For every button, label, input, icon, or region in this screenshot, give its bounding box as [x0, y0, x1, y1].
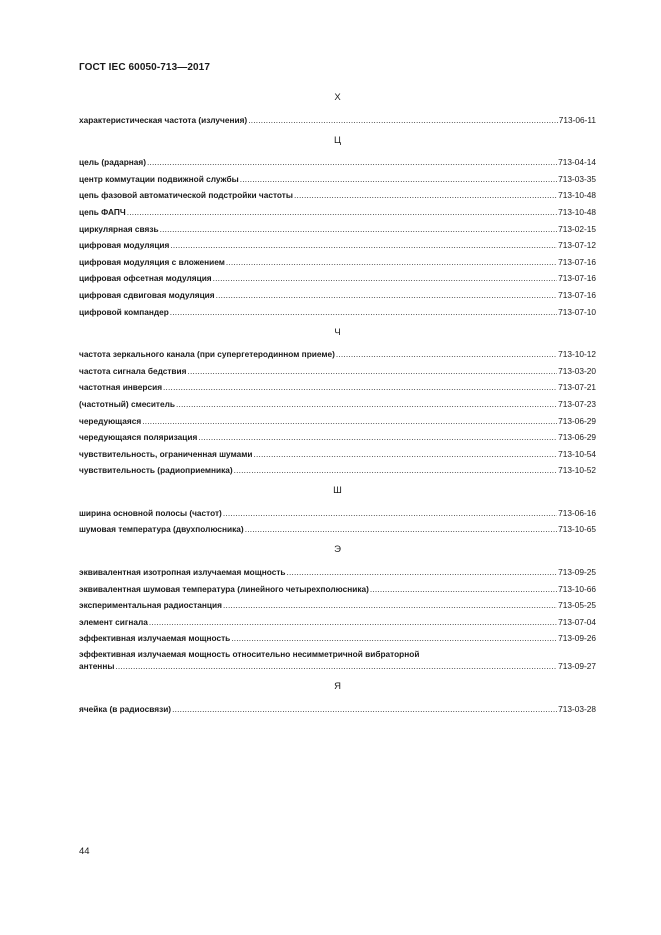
section-letter: Х	[334, 92, 341, 103]
entry-code: 713-06-16	[558, 507, 596, 518]
dot-leader	[163, 381, 557, 393]
section-letter: Ц	[333, 134, 342, 146]
entry-code: 713-02-15	[558, 223, 596, 234]
dot-leader	[176, 398, 557, 410]
dot-leader	[248, 114, 558, 126]
index-entry	[79, 168, 596, 185]
entry-code: 713-03-20	[558, 365, 596, 376]
index-section-sh	[79, 484, 596, 535]
entry-code: 713-07-23	[558, 398, 596, 409]
entry-term: цифровой компандер	[79, 306, 169, 317]
index-entry	[79, 109, 596, 126]
index-section-ch	[79, 326, 596, 477]
dot-leader	[149, 616, 557, 628]
entry-term: цепь ФАПЧ	[79, 206, 126, 217]
dot-leader	[234, 464, 558, 476]
index-entry	[79, 698, 596, 715]
entry-code: 713-06-29	[558, 415, 596, 426]
entry-code: 713-10-12	[558, 349, 596, 360]
dot-leader	[216, 289, 558, 301]
entry-term: цифровая модуляция	[79, 240, 170, 251]
dot-leader	[213, 272, 558, 284]
entry-term: характеристическая частота (излучения)	[79, 114, 248, 125]
index-entry	[79, 443, 596, 460]
entry-code: 713-09-26	[558, 633, 596, 644]
entry-term: частота зеркального канала (при супергетеродинном приеме)	[79, 349, 335, 360]
dot-leader	[240, 173, 557, 185]
entry-code: 713-09-27	[558, 661, 596, 672]
entry-term: центр коммутации подвижной службы	[79, 173, 239, 184]
index-entry	[79, 427, 596, 444]
entry-code: 713-10-48	[558, 190, 596, 201]
section-letter: Ш	[333, 485, 342, 497]
entry-term: чередующаяся	[79, 415, 142, 426]
index-section-e	[79, 543, 596, 672]
entry-code: 713-06-11	[558, 114, 596, 125]
entry-term: цель (радарная)	[79, 157, 147, 168]
page-number: 44	[79, 846, 90, 857]
index-entry	[79, 218, 596, 235]
entry-code: 713-07-04	[558, 616, 596, 627]
entry-term: ширина основной полосы (частот)	[79, 507, 222, 518]
index-entry	[79, 393, 596, 410]
index-entry	[79, 611, 596, 628]
dot-leader	[147, 156, 557, 168]
dot-leader	[245, 523, 557, 535]
entry-term: элемент сигнала	[79, 616, 148, 627]
entry-term: цифровая офсетная модуляция	[79, 273, 212, 284]
entry-term: эквивалентная шумовая температура (линейного четырехполюсника)	[79, 583, 369, 594]
index-entry	[79, 344, 596, 361]
index-section-ya	[79, 680, 596, 715]
index-entry	[79, 235, 596, 252]
entry-code: 713-07-16	[558, 289, 596, 300]
index-entry	[79, 519, 596, 536]
index-entry	[79, 502, 596, 519]
index-entry	[79, 201, 596, 218]
entry-term: цепь фазовой автоматической подстройки частоты	[79, 190, 293, 201]
entry-term: чувствительность (радиоприемника)	[79, 465, 233, 476]
dot-leader	[170, 239, 557, 251]
entry-term: экспериментальная радиостанция	[79, 600, 222, 611]
section-letter: Э	[334, 544, 341, 556]
index-entry	[79, 561, 596, 578]
dot-leader	[223, 599, 557, 611]
dot-leader	[198, 431, 557, 443]
dot-leader	[172, 703, 557, 715]
entry-code: 713-07-16	[558, 273, 596, 284]
entry-code: 713-10-54	[558, 448, 596, 459]
entry-code: 713-07-10	[558, 306, 596, 317]
index-entry	[79, 595, 596, 612]
index-entry	[79, 360, 596, 377]
index-entry	[79, 152, 596, 169]
dot-leader	[370, 583, 557, 595]
index-section-kh	[79, 91, 596, 126]
dot-leader	[294, 189, 557, 201]
entry-term-line2-row	[79, 660, 596, 672]
entry-code: 713-07-16	[558, 256, 596, 267]
entry-term: чувствительность, ограниченная шумами	[79, 448, 253, 459]
entry-term-line2: антенны	[79, 661, 115, 672]
entry-term: эквивалентная изотропная излучаемая мощность	[79, 567, 286, 578]
index-entry	[79, 185, 596, 202]
dot-leader	[226, 256, 557, 268]
entry-term: (частотный) смеситель	[79, 398, 175, 409]
entry-term: цифровая модуляция с вложением	[79, 256, 225, 267]
index-entry	[79, 251, 596, 268]
entry-term-line1: эффективная излучаемая мощность относительно несимметричной вибраторной	[79, 649, 420, 660]
dot-leader	[287, 566, 558, 578]
entry-term: ячейка (в радиосвязи)	[79, 704, 172, 715]
entry-code: 713-03-35	[558, 173, 596, 184]
index-entry	[79, 460, 596, 477]
entry-code: 713-10-65	[558, 524, 596, 535]
index-entry	[79, 268, 596, 285]
index-entry	[79, 377, 596, 394]
index-entry	[79, 301, 596, 318]
entry-code: 713-10-66	[558, 583, 596, 594]
dot-leader	[160, 223, 558, 235]
entry-term: циркулярная связь	[79, 223, 159, 234]
document-header: ГОСТ IEC 60050-713—2017	[79, 62, 210, 73]
index-entry-wrapped	[79, 644, 596, 672]
entry-code: 713-06-29	[558, 432, 596, 443]
entry-term: частота сигнала бедствия	[79, 365, 187, 376]
entry-code: 713-04-14	[558, 157, 596, 168]
dot-leader	[336, 348, 557, 360]
entry-code: 713-10-48	[558, 206, 596, 217]
index-entry	[79, 284, 596, 301]
index-entry	[79, 578, 596, 595]
entry-term: частотная инверсия	[79, 382, 163, 393]
index-entry	[79, 628, 596, 645]
index-content	[79, 91, 596, 723]
dot-leader	[170, 306, 557, 318]
index-section-ts	[79, 134, 596, 318]
section-letter: Ч	[334, 326, 341, 338]
entry-term: эффективная излучаемая мощность	[79, 633, 231, 644]
entry-code: 713-03-28	[558, 704, 596, 715]
dot-leader	[231, 632, 557, 644]
entry-term: шумовая температура (двухполюсника)	[79, 524, 244, 535]
index-entry	[79, 410, 596, 427]
entry-code: 713-07-12	[558, 240, 596, 251]
dot-leader	[253, 448, 557, 460]
dot-leader	[187, 365, 557, 377]
entry-term: чередующаяся поляризация	[79, 432, 198, 443]
entry-code: 713-07-21	[558, 382, 596, 393]
dot-leader	[223, 507, 557, 519]
entry-term: цифровая сдвиговая модуляция	[79, 289, 215, 300]
entry-code: 713-05-25	[558, 600, 596, 611]
section-letter: Я	[334, 681, 341, 693]
entry-code: 713-10-52	[558, 465, 596, 476]
entry-code: 713-09-25	[558, 567, 596, 578]
dot-leader	[115, 660, 557, 672]
dot-leader	[142, 415, 557, 427]
dot-leader	[127, 206, 557, 218]
